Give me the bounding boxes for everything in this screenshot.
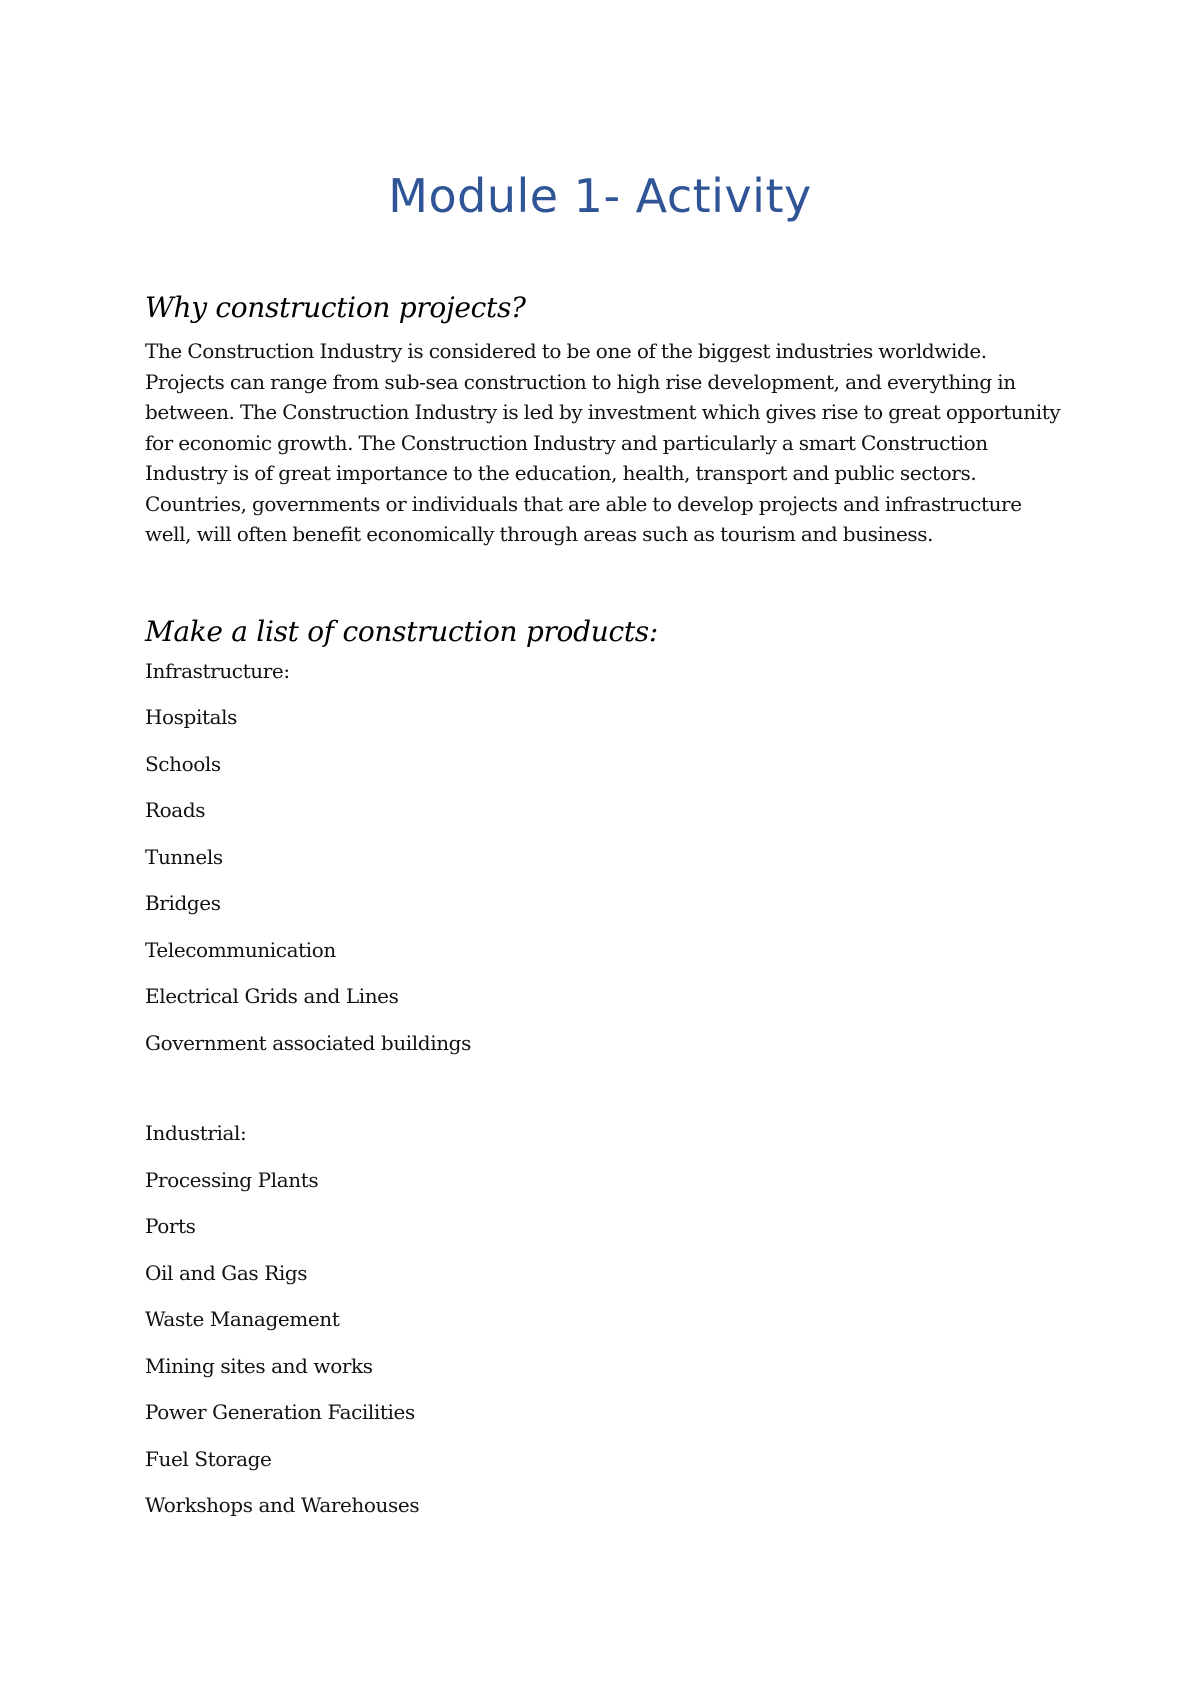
paragraph-line: Countries, governments or individuals that are able to develop projects and infrastructure [145,491,1022,516]
paragraph-line: Industry is of great importance to the education, health, transport and public sectors. [145,461,977,485]
list-item: Government associated buildings [145,1030,471,1055]
section-heading-why: Why construction projects? [145,291,526,324]
industrial-label: Industrial: [145,1121,247,1145]
group-spacer [145,1076,1065,1120]
paragraph-line: well, will often benefit economically through areas such as tourism and business. [145,522,934,546]
list-item: Electrical Grids and Lines [145,984,399,1008]
infrastructure-list [145,704,1065,1056]
list-item: Roads [145,798,206,822]
paragraph-line: Projects can range from sub-sea construction to high rise development, and everything in [145,369,1016,394]
list-item: Processing Plants [145,1167,319,1192]
section-spacer [145,550,1065,612]
list-item: Schools [145,751,221,776]
industrial-list [145,1167,1065,1519]
section-heading-products: Make a list of construction products: [145,614,658,648]
list-item: Bridges [145,891,221,915]
list-item: Workshops and Warehouses [145,1493,420,1517]
list-item: Power Generation Facilities [145,1400,415,1424]
list-item: Telecommunication [145,937,336,962]
list-item: Tunnels [145,844,223,869]
list-item: Hospitals [145,705,237,729]
infrastructure-group [145,658,1065,1056]
paragraph-line: The Construction Industry is considered to be one of the biggest industries worldwide. [145,339,987,363]
industrial-group [145,1120,1065,1518]
document-title: Module 1- Activity [388,169,812,223]
document-body [145,288,1065,1539]
list-item: Waste Management [145,1307,340,1331]
list-item: Ports [145,1214,196,1238]
paragraph-line: for economic growth. The Construction Industry and particularly a smart Construction [145,430,988,455]
paragraph-line: between. The Construction Industry is led by investment which gives rise to great opportunity [145,400,1061,424]
intro-paragraph [145,336,1065,550]
list-item: Mining sites and works [145,1353,373,1378]
list-item: Oil and Gas Rigs [145,1260,308,1285]
list-item: Fuel Storage [145,1446,272,1471]
infrastructure-label: Infrastructure: [145,658,290,683]
